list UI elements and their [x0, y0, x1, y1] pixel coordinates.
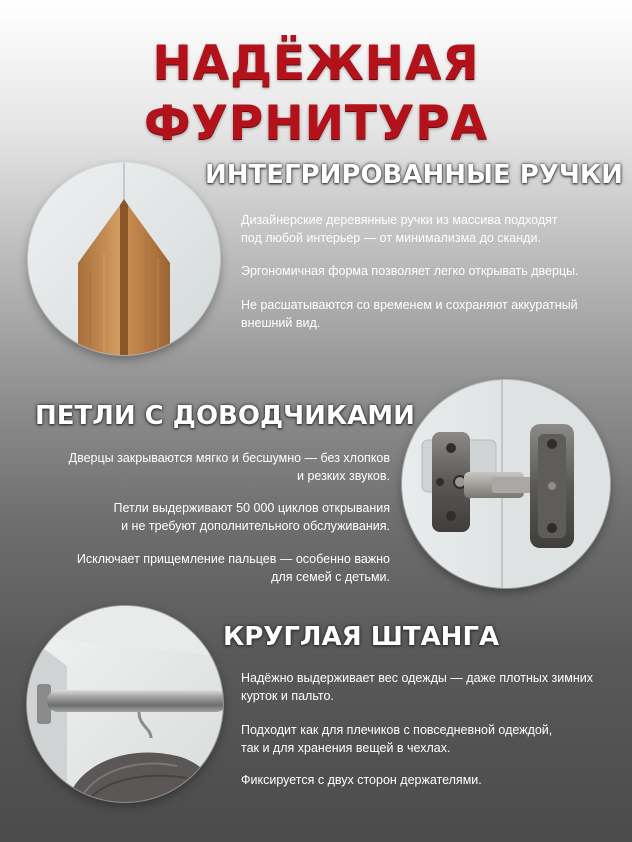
title-line-1: НАДЁЖНАЯ [152, 36, 480, 91]
rod-paragraph-2: Подходит как для плечиков с повседневной одеждой, так и для хранения вещей в чехлах. [241, 723, 553, 755]
round-rod-photo [27, 606, 223, 802]
hinges-paragraph-1: Дверцы закрываются мягко и бесшумно — без хлопков и резких звуков. [68, 451, 390, 483]
hinges-paragraph-3: Исключает прищемление пальцев — особенно важно для семей с детьми. [76, 552, 390, 584]
hinges-paragraph-2: Петли выдерживают 50 000 циклов открывания и не требуют дополнительного обслуживания. [113, 501, 390, 533]
rod-paragraph-3: Фиксируется с двух сторон держателями. [241, 773, 482, 787]
handles-paragraph-2: Эргономичная форма позволяет легко открывать дверцы. [241, 264, 579, 278]
section-heading-rod: КРУГЛАЯ ШТАНГА [223, 622, 500, 652]
handles-paragraph-3: Не расшатываются со временем и сохраняют аккуратный внешний вид. [241, 298, 578, 330]
section-heading-hinges: ПЕТЛИ С ДОВОДЧИКАМИ [35, 401, 415, 431]
title-line-2: ФУРНИТУРА [143, 96, 489, 151]
section-heading-handles: ИНТЕГРИРОВАННЫЕ РУЧКИ [205, 160, 623, 190]
soft-close-hinge-photo [402, 380, 610, 588]
handles-paragraph-1: Дизайнерские деревянные ручки из массива подходят под любой интерьер — от минимализма до сканди. [241, 213, 558, 245]
wooden-handle-photo [28, 163, 220, 355]
rod-paragraph-1: Надёжно выдерживает вес одежды — даже плотных зимних курток и пальто. [241, 671, 594, 703]
